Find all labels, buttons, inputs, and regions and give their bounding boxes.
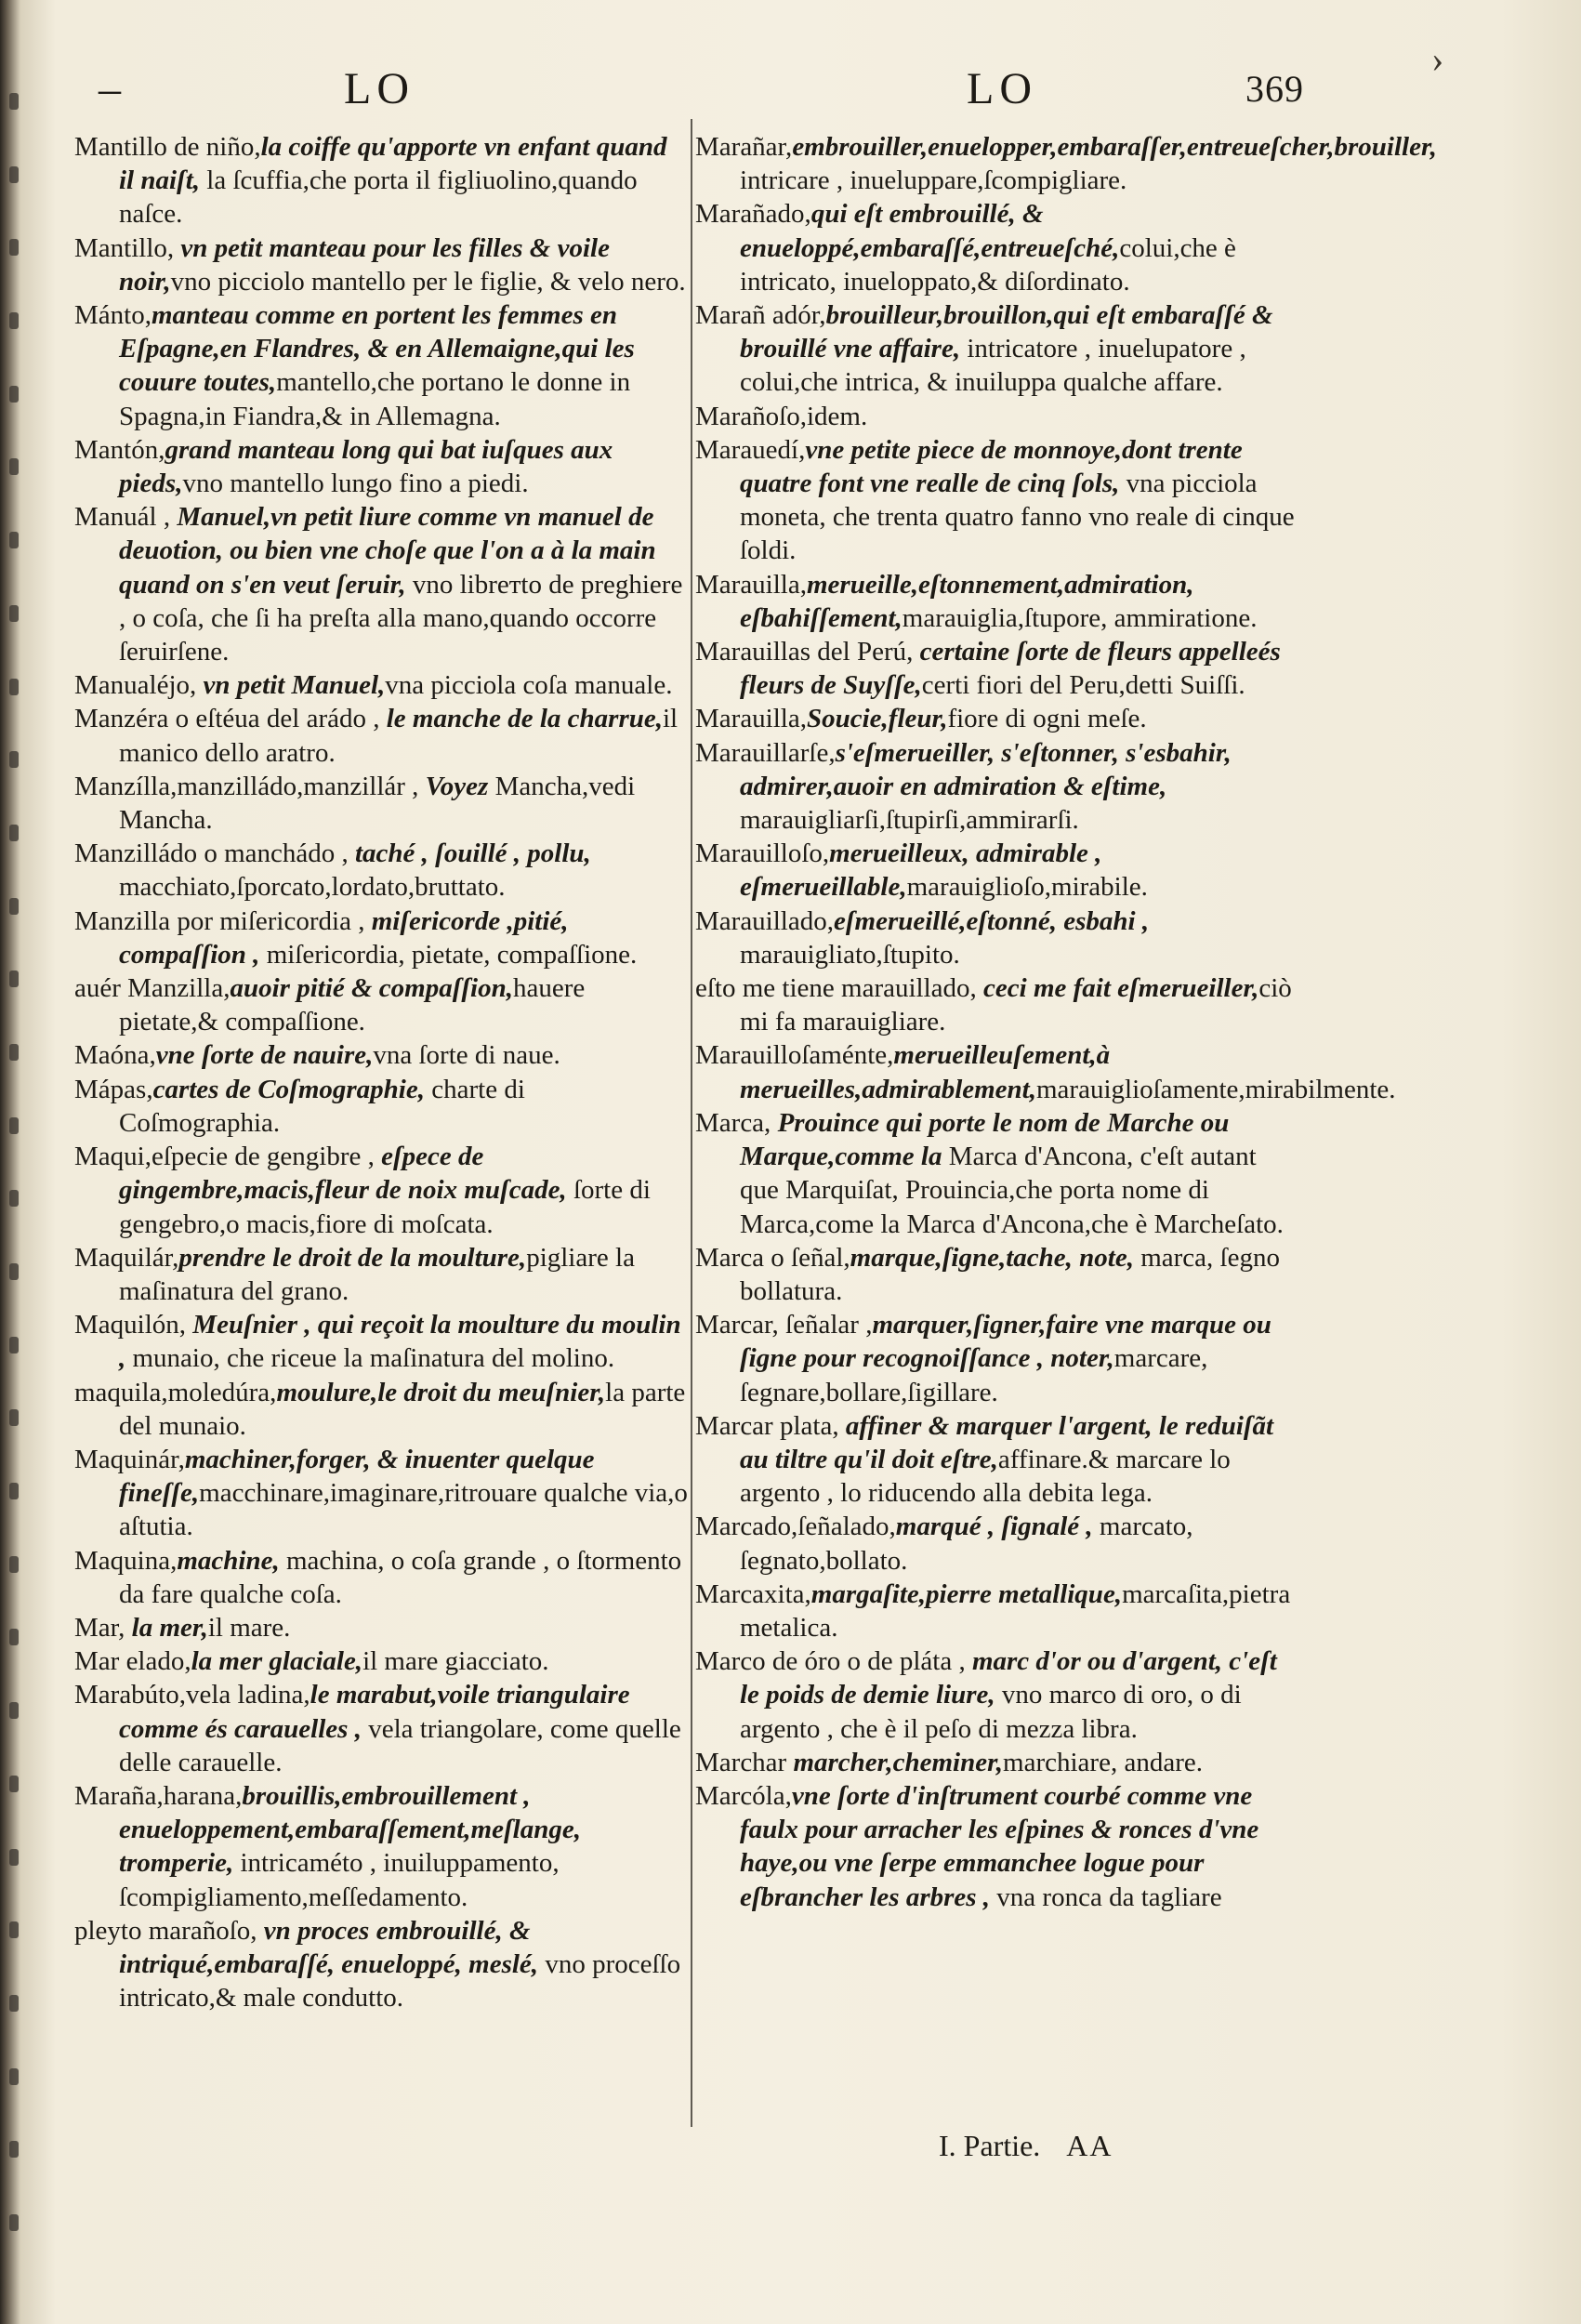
headword: Mar elado,: [74, 1646, 191, 1677]
french-gloss: Prouince qui porte le nom de Marche ou Marque,comme la: [740, 1107, 1230, 1172]
french-gloss: eſmerueillé,eſtonné, esbahi ,: [833, 905, 1150, 936]
french-gloss: vne ſorte d'inſtrument courbé comme vne faulx pour arracher les eſpines & ronces d'vne haye,ou vne ſerpe emmanchee logue pour eſbrancher les arbres ,: [740, 1780, 1259, 1912]
page-number: 369: [1245, 68, 1304, 110]
french-gloss: la mer glaciale,: [191, 1646, 363, 1677]
headword: Marchar: [695, 1747, 794, 1777]
dictionary-entry: [695, 1241, 1295, 1308]
french-gloss: vn proces embrouillé, & intriqué,embaraſſé, enueloppé, meslé,: [119, 1915, 539, 1979]
dictionary-entry: [74, 1038, 688, 1072]
french-gloss: brouillis,embrouillement , enueloppement,embaraſſement,meſlange, tromperie,: [119, 1780, 581, 1879]
french-gloss: brouilleur,brouillon,qui eſt embaraſſé & brouillé vne affaire,: [740, 300, 1273, 364]
french-gloss: la coiffe qu'apporte vn enfant quand il naiſt,: [119, 132, 667, 196]
headword: Marcaxita,: [695, 1578, 811, 1609]
italian-gloss: marchiare, andare.: [1003, 1747, 1203, 1777]
french-gloss: marque,ſigne,tache, note,: [850, 1242, 1134, 1273]
italian-gloss: vna picciola coſa manuale.: [385, 670, 673, 701]
italian-gloss: mantello,che portano le donne in Spagna,in Fiandra,& in Allemagna.: [119, 367, 631, 431]
headword: Marcar, ſeñalar ,: [695, 1310, 873, 1340]
french-gloss: la mer,: [125, 1612, 208, 1643]
italian-gloss: ſorte di gengebro,o macis,fiore di moſcata.: [119, 1175, 651, 1239]
italian-gloss: machina, o coſa grande , o ſtormento da fare qualche coſa.: [119, 1545, 682, 1609]
french-gloss: s'eſmerueiller, s'eſtonner, s'esbahir, admirer,auoir en admiration & eſtime,: [740, 737, 1232, 801]
french-gloss: grand manteau long qui bat iuſques aux pieds,: [119, 434, 613, 499]
headword: Marañado,: [695, 199, 811, 230]
dictionary-entry: [695, 433, 1295, 568]
dictionary-entry: [74, 1544, 688, 1611]
dictionary-entry: [74, 1611, 688, 1644]
italian-gloss: marcato, ſegnato,bollato.: [740, 1512, 1193, 1576]
french-gloss: Voyez: [418, 771, 495, 801]
headword: Manualéjo,: [74, 670, 197, 701]
dictionary-entry: [695, 1746, 1295, 1779]
dictionary-entry: [695, 298, 1295, 400]
french-gloss: eſpece de gingembre,macis,fleur de noix muſcade,: [119, 1142, 567, 1206]
french-gloss: qui eſt embrouillé, & enueloppé,embaraſſé,entreueſché,: [740, 199, 1120, 263]
headword: Marañoſo,: [695, 401, 807, 431]
headword: Marauilla,: [695, 704, 807, 734]
headword: Marauilloſo,: [695, 838, 830, 869]
french-gloss: le manche de la charrue,: [379, 704, 663, 734]
dictionary-entry: [74, 702, 688, 769]
headword: Marca o ſeñal,: [695, 1242, 850, 1273]
headword: Manzilládo o manchádo ,: [74, 838, 349, 869]
dictionary-entry: [74, 1443, 688, 1544]
headword: Maquina,: [74, 1545, 178, 1576]
headword: Maqui,eſpecie de gengibre ,: [74, 1142, 375, 1172]
french-gloss: marc d'or ou d'argent, c'eſt le poids de demie liure,: [740, 1646, 1277, 1710]
headword: Maquilár,: [74, 1242, 179, 1273]
headword: Marauilla,: [695, 569, 807, 600]
headword: Manzéra o eſtéua del arádo ,: [74, 704, 380, 734]
dictionary-entry: [695, 1409, 1295, 1511]
french-gloss: moulure,le droit du meuſnier,: [276, 1377, 606, 1407]
italian-gloss: intricatore , inuelupatore , colui,che intrica, & inuiluppa qualche affare.: [740, 334, 1246, 398]
italian-gloss: marauiglioſo,mirabile.: [906, 872, 1148, 903]
headword: Maóna,: [74, 1040, 156, 1071]
dictionary-entry: [74, 1073, 688, 1140]
french-gloss: le marabut,voile triangulaire comme és carauelles ,: [119, 1680, 630, 1744]
italian-gloss: il mare.: [207, 1612, 291, 1643]
dictionary-entry: [695, 1644, 1295, 1746]
italian-gloss: marauiglia,ſtupore, ammiratione.: [902, 602, 1258, 633]
dictionary-entry: [695, 1106, 1295, 1241]
header-dash: –: [99, 64, 126, 113]
headword: Mantillo,: [74, 232, 175, 263]
dictionary-entry: [695, 568, 1295, 635]
column-rule: [691, 119, 692, 2127]
dictionary-entry: [74, 905, 688, 971]
dictionary-entry: [74, 433, 688, 500]
italian-gloss: pigliare la maſinatura del grano.: [119, 1242, 635, 1306]
italian-gloss: il mare giacciato.: [362, 1646, 549, 1677]
italian-gloss: marauigliarſi,ſtupirſi,ammirarſi.: [740, 805, 1079, 836]
dictionary-entry: [695, 635, 1295, 702]
italian-gloss: intricaméto , inuiluppamento, ſcompigliamento,meſſedamento.: [119, 1848, 560, 1912]
headword: Marauilloſaménte,: [695, 1040, 894, 1071]
dictionary-entry: [74, 1140, 688, 1241]
dictionary-entry: [74, 770, 688, 837]
french-gloss: vne ſorte de nauire,: [155, 1040, 374, 1071]
french-gloss: Meuſnier , qui reçoit la moulture du moulin ,: [119, 1310, 681, 1374]
french-gloss: marcher,cheminer,: [793, 1747, 1004, 1777]
headword: Mápas,: [74, 1074, 153, 1104]
dictionary-entry: [695, 702, 1295, 735]
french-gloss: auoir pitié & compaſſion,: [230, 973, 513, 1004]
italian-gloss: macchinare,imaginare,ritrouare qualche via,o aſtutia.: [119, 1478, 688, 1542]
page-footer: [939, 2129, 1113, 2163]
italian-gloss: charte di Coſmographia.: [119, 1074, 525, 1138]
headword: Marca,: [695, 1107, 771, 1138]
italian-gloss: ciò mi fa marauigliare.: [740, 973, 1292, 1037]
italian-gloss: marcare, ſegnare,bollare,ſigillare.: [740, 1343, 1208, 1407]
italian-gloss: intricare , inueluppare,ſcompigliare.: [740, 165, 1127, 196]
italian-gloss: marcaſita,pietra metalica.: [740, 1578, 1291, 1643]
italian-gloss: vna picciola moneta, che trenta quatro fanno vno reale di cinque ſoldi.: [740, 469, 1295, 566]
italian-gloss: hauere pietate,& compaſſione.: [119, 973, 586, 1037]
dictionary-entry: [74, 1678, 688, 1779]
right-running-head: LO: [967, 64, 1037, 113]
french-gloss: merueille,eſtonnement,admiration, eſbahiſſement,: [740, 569, 1194, 633]
italian-gloss: la parte del munaio.: [119, 1377, 686, 1441]
italian-gloss: vno mantello lungo fino a piedi.: [182, 469, 529, 499]
dictionary-entry: [74, 130, 688, 231]
italian-gloss: la ſcuffia,che porta il figliuolino,quando naſce.: [119, 165, 638, 230]
dictionary-entry: [74, 500, 688, 668]
italian-gloss: colui,che è intricato, inueloppato,& diſordinato.: [740, 232, 1236, 297]
italian-gloss: vela triangolare, come quelle delle carauelle.: [119, 1713, 681, 1777]
dictionary-entry: [74, 1914, 688, 2015]
left-column: [74, 130, 688, 2014]
dictionary-entry: [74, 1376, 688, 1443]
dictionary-entry: [74, 971, 688, 1038]
dictionary-entry: [695, 1308, 1295, 1409]
italian-gloss: vno librетto de preghiere , o coſa, che ſi ha preſta alla mano,quando occorre ſeruirſene.: [119, 569, 683, 667]
italian-gloss: idem.: [807, 401, 868, 431]
dictionary-entry: [695, 1578, 1295, 1644]
dictionary-entry: [695, 971, 1295, 1038]
italian-gloss: affinare.& marcare lo argento , lo riducendo alla debita lega.: [740, 1444, 1231, 1509]
french-gloss: margaſite,pierre metallique,: [810, 1578, 1123, 1609]
french-gloss: manteau comme en portent les femmes en Eſpagne,en Flandres, & en Allemaigne,qui les couure toutes,: [119, 300, 635, 398]
headword: Marauillarſe,: [695, 737, 836, 768]
dictionary-entry: [695, 736, 1295, 838]
dictionary-entry: [74, 298, 688, 433]
italian-gloss: munaio, che riceue la maſinatura del molino.: [125, 1343, 615, 1374]
headword: maquila,moledúra,: [74, 1377, 277, 1407]
italian-gloss: vna ronca da tagliare: [990, 1882, 1222, 1912]
headword: Maquinár,: [74, 1444, 185, 1474]
margin-mark: ›: [1431, 38, 1444, 80]
headword: Mar,: [74, 1612, 125, 1643]
headword: Mantillo de niño,: [74, 132, 261, 162]
dictionary-entry: [695, 130, 1437, 197]
headword: Maquilón,: [74, 1310, 187, 1340]
french-gloss: ceci me fait eſmerueiller,: [976, 973, 1259, 1004]
signature-mark: AA: [1066, 2129, 1113, 2162]
french-gloss: machiner,forger, & inuenter quelque fineſſe,: [119, 1444, 595, 1509]
headword: Marabúto,vela ladina,: [74, 1680, 310, 1710]
dictionary-entry: [74, 231, 688, 298]
dictionary-entry: [74, 1241, 688, 1308]
headword: Manzílla,manzilládo,manzillár ,: [74, 771, 419, 801]
french-gloss: marquer,ſigner,faire vne marque ou ſigne pour recognoiſſance , noter,: [740, 1310, 1271, 1374]
headword: Mánto,: [74, 300, 152, 331]
french-gloss: Soucie,fleur,: [806, 704, 948, 734]
headword: Marañ adór,: [695, 300, 826, 331]
french-gloss: vn petit Manuel,: [196, 670, 386, 701]
left-running-head: LO: [344, 64, 415, 113]
italian-gloss: miſericordia, pietate, compaſſione.: [259, 939, 638, 970]
italian-gloss: il manico dello aratro.: [119, 704, 679, 768]
right-column: [695, 130, 1437, 1914]
french-gloss: miſericorde ,pitié, compaſſion ,: [119, 905, 569, 970]
headword: Marcado,ſeñalado,: [695, 1512, 896, 1542]
italian-gloss: Mancha,vedi Mancha.: [119, 771, 636, 836]
french-gloss: merueilleux, admirable , eſmerueillable,: [740, 838, 1102, 903]
french-gloss: merueilleuſement,à merueilles,admirablement,: [740, 1040, 1111, 1104]
italian-gloss: vna ſorte di naue.: [373, 1040, 560, 1071]
italian-gloss: fiore di ogni meſe.: [947, 704, 1147, 734]
headword: Marauillado,: [695, 905, 834, 936]
french-gloss: embrouiller,enuelopper,embaraſſer,entreueſcher,brouiller,: [792, 132, 1437, 162]
headword: Manzilla por miſericordia ,: [74, 905, 365, 936]
italian-gloss: vno picciolo mantello per le figlie, & velo nero.: [170, 266, 686, 297]
french-gloss: marqué , ſignalé ,: [895, 1512, 1093, 1542]
headword: Manuál ,: [74, 502, 171, 533]
french-gloss: certaine ſorte de fleurs appelleés fleurs de Suyſſe,: [740, 637, 1281, 701]
dictionary-entry: [695, 1779, 1295, 1914]
headword: pleyto marañoſo,: [74, 1915, 257, 1946]
footer-part: I. Partie.: [939, 2129, 1041, 2162]
italian-gloss: vno marco di oro, o di argento , che è il peſo di mezza libra.: [740, 1680, 1242, 1744]
page-header: [84, 63, 1320, 128]
headword: auér Manzilla,: [74, 973, 231, 1004]
headword: Maraña,harana,: [74, 1780, 243, 1811]
dictionary-entry: [695, 1510, 1295, 1577]
french-gloss: taché , ſouillé , pollu,: [348, 838, 591, 869]
italian-gloss: marauigliato,ſtupito.: [740, 939, 960, 970]
dictionary-entry: [74, 1308, 688, 1375]
dictionary-entry: [695, 400, 1295, 433]
dictionary-entry: [74, 668, 688, 702]
headword: Marcar plata,: [695, 1410, 839, 1441]
italian-gloss: marca, ſegno bollatura.: [740, 1242, 1280, 1306]
headword: Mantón,: [74, 434, 165, 465]
italian-gloss: marauiglioſamente,mirabilmente.: [1036, 1074, 1396, 1104]
headword: Marauillas del Perú,: [695, 637, 914, 667]
dictionary-entry: [695, 837, 1295, 904]
french-gloss: vne petite piece de monnoye,dont trente quatre font vne realle de cinq ſols,: [740, 434, 1243, 499]
dictionary-entry: [695, 197, 1295, 298]
dictionary-entry: [74, 1644, 688, 1678]
french-gloss: affiner & marquer l'argent, le reduiſãt au tiltre qu'il doit eſtre,: [740, 1410, 1274, 1474]
french-gloss: Manuel,vn petit liure comme vn manuel de deuotion, ou bien vne choſe que l'on a à la main quand on s'en veut ſeruir,: [119, 502, 656, 600]
french-gloss: vn petit manteau pour les filles & voile noir,: [119, 232, 610, 297]
bleed-through-marks: [2, 93, 33, 2231]
italian-gloss: vno proceſſo intricato,& male condutto.: [119, 1948, 681, 2014]
italian-gloss: macchiato,ſporcato,lordato,bruttato.: [119, 872, 506, 903]
french-gloss: prendre le droit de la moulture,: [178, 1242, 527, 1273]
headword: Marco de óro o de pláta ,: [695, 1646, 966, 1677]
dictionary-entry: [74, 837, 688, 904]
headword: Marcóla,: [695, 1780, 792, 1811]
dictionary-entry: [695, 1038, 1396, 1105]
french-gloss: machine,: [177, 1545, 280, 1576]
dictionary-entry: [74, 1779, 688, 1914]
dictionary-entry: [695, 905, 1295, 971]
french-gloss: cartes de Coſmographie,: [152, 1074, 425, 1104]
italian-gloss: Marca d'Ancona, c'eſt autant que Marquiſat, Prouincia,che porta nome di Marca,come la Marca d'Ancona,che è Marcheſato.: [740, 1142, 1284, 1239]
headword: eſto me tiene marauillado,: [695, 973, 977, 1004]
italian-gloss: certi fiori del Peru,detti Suiſſi.: [921, 670, 1245, 701]
headword: Marauedí,: [695, 434, 806, 465]
headword: Marañar,: [695, 132, 793, 162]
